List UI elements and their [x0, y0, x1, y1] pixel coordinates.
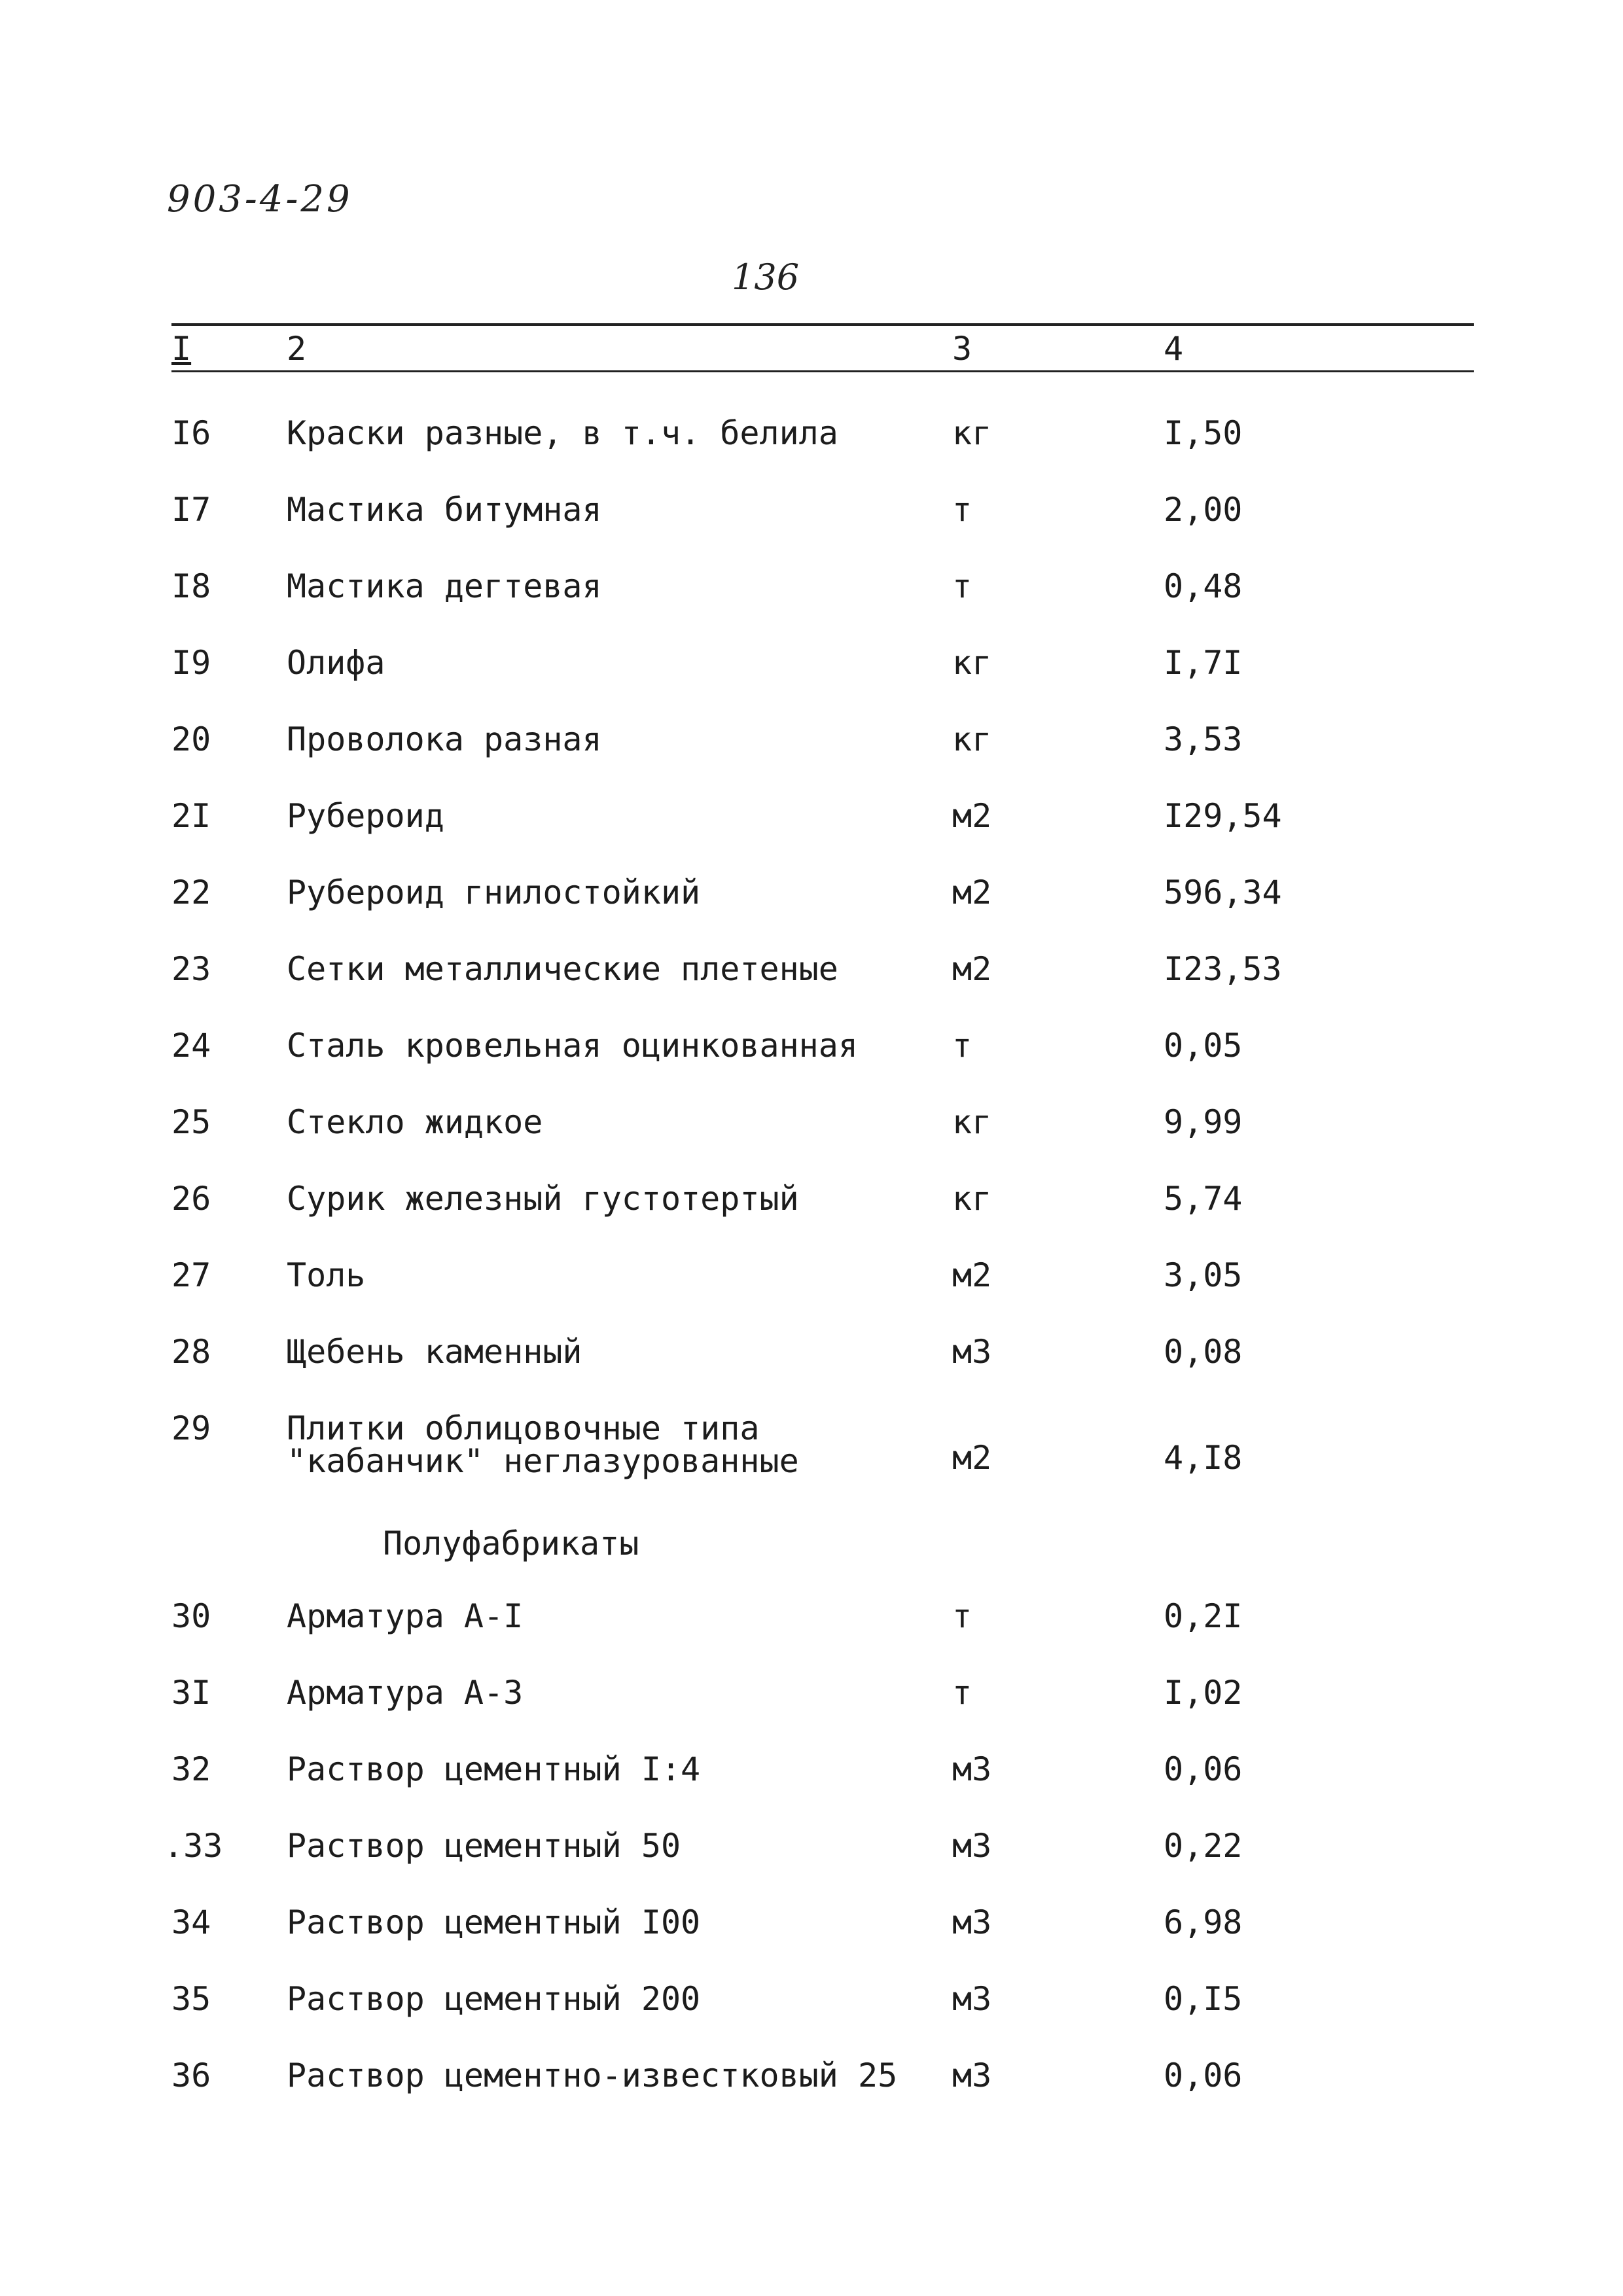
table-row	[0, 1335, 1623, 1407]
row-name: Краски разные, в т.ч. белила	[287, 414, 838, 452]
row-name: Олифа	[287, 644, 385, 682]
row-value: 5,74	[1164, 1180, 1243, 1218]
row-number: 22	[171, 874, 211, 911]
page-number: 136	[732, 256, 800, 298]
row-number: 34	[171, 1903, 211, 1941]
table-header-row	[0, 332, 1623, 404]
row-value: 3,05	[1164, 1256, 1243, 1294]
row-name: Проволока разная	[287, 720, 602, 758]
row-unit: м3	[952, 1827, 992, 1865]
row-unit: кг	[952, 1180, 992, 1218]
row-number: I8	[171, 567, 211, 605]
row-value: 0,I5	[1164, 1980, 1243, 2018]
table-row	[0, 646, 1623, 718]
row-unit: м2	[952, 874, 992, 911]
row-number: 36	[171, 2057, 211, 2094]
row-unit: т	[952, 567, 972, 605]
row-unit: т	[952, 1674, 972, 1712]
row-value: 3,53	[1164, 720, 1243, 758]
row-name: Раствор цементный 200	[287, 1980, 701, 2018]
row-value: 0,05	[1164, 1027, 1243, 1065]
row-name: Мастика дегтевая	[287, 567, 602, 605]
table-row	[0, 1182, 1623, 1254]
row-value: I,50	[1164, 414, 1243, 452]
table-row	[0, 1256, 1623, 1331]
row-number: 24	[171, 1027, 211, 1065]
row-name-line-1: Плитки облицовочные типа	[287, 1409, 760, 1447]
table-header-rule	[171, 370, 1474, 372]
table-row	[0, 1829, 1623, 1901]
row-number: 2I	[171, 797, 211, 835]
row-number: I9	[171, 644, 211, 682]
row-name: Раствор цементный I00	[287, 1903, 701, 1941]
row-name: Раствор цементный 50	[287, 1827, 681, 1865]
header-col-1: I	[171, 330, 192, 368]
row-unit: м3	[952, 2057, 992, 2094]
row-number: 27	[171, 1256, 211, 1294]
table-row	[0, 414, 1623, 489]
row-unit: м3	[952, 1980, 992, 2018]
row-number: 26	[171, 1180, 211, 1218]
row-name: Рубероид	[287, 797, 444, 835]
table-row	[0, 1409, 1623, 1491]
row-name: Раствор цементный I:4	[287, 1750, 701, 1788]
row-unit: м2	[952, 1256, 992, 1294]
row-unit: кг	[952, 644, 992, 682]
row-value: 0,06	[1164, 1750, 1243, 1788]
row-number: 25	[171, 1103, 211, 1141]
row-name: Раствор цементно-известковый 25	[287, 2057, 898, 2094]
row-unit: т	[952, 491, 972, 529]
document-code: 903-4-29	[167, 178, 353, 221]
table-row	[0, 876, 1623, 948]
table-row	[0, 797, 1623, 872]
row-value: I29,54	[1164, 797, 1282, 835]
row-name-line-2: "кабанчик" неглазурованные	[287, 1442, 799, 1480]
row-number: 20	[171, 720, 211, 758]
table-row	[0, 1676, 1623, 1748]
row-number: 32	[171, 1750, 211, 1788]
row-unit: м3	[952, 1903, 992, 1941]
row-name: Сетки металлические плетеные	[287, 950, 838, 988]
row-name: Щебень каменный	[287, 1333, 582, 1371]
header-col-2: 2	[287, 330, 307, 368]
row-value: 4,I8	[1164, 1439, 1243, 1477]
row-unit: м2	[952, 797, 992, 835]
row-value: 596,34	[1164, 874, 1282, 911]
table-row	[0, 1103, 1623, 1178]
row-value: 6,98	[1164, 1903, 1243, 1941]
row-value: I,7I	[1164, 644, 1243, 682]
table-row	[0, 1750, 1623, 1825]
section-title: Полуфабрикаты	[383, 1525, 639, 1563]
table-row	[0, 720, 1623, 795]
row-unit: т	[952, 1597, 972, 1635]
row-value: 9,99	[1164, 1103, 1243, 1141]
row-number: I7	[171, 491, 211, 529]
row-value: 0,22	[1164, 1827, 1243, 1865]
row-value: 2,00	[1164, 491, 1243, 529]
row-unit: м2	[952, 950, 992, 988]
row-unit: м3	[952, 1750, 992, 1788]
row-value: 0,2I	[1164, 1597, 1243, 1635]
row-unit: м3	[952, 1333, 992, 1371]
table-row	[0, 950, 1623, 1025]
row-value: 0,48	[1164, 567, 1243, 605]
row-name: Арматура А-3	[287, 1674, 524, 1712]
row-name: Сурик железный густотертый	[287, 1180, 799, 1218]
header-col-3: 3	[952, 330, 972, 368]
row-value: I23,53	[1164, 950, 1282, 988]
row-value: 0,08	[1164, 1333, 1243, 1371]
row-name: Рубероид гнилостойкий	[287, 874, 701, 911]
table-row	[0, 1597, 1623, 1672]
row-unit: м2	[952, 1439, 992, 1477]
table-row	[0, 1903, 1623, 1978]
row-name: Толь	[287, 1256, 366, 1294]
row-value: I,02	[1164, 1674, 1243, 1712]
row-number: 28	[171, 1333, 211, 1371]
row-name: Сталь кровельная оцинкованная	[287, 1027, 858, 1065]
row-number: .33	[164, 1827, 223, 1865]
table-top-rule	[171, 323, 1474, 326]
row-unit: кг	[952, 1103, 992, 1141]
row-number: 35	[171, 1980, 211, 2018]
table-row	[0, 493, 1623, 565]
row-number: 29	[171, 1409, 211, 1447]
row-number: 23	[171, 950, 211, 988]
row-number: 3I	[171, 1674, 211, 1712]
row-unit: кг	[952, 414, 992, 452]
table-row	[0, 2059, 1623, 2131]
row-number: I6	[171, 414, 211, 452]
table-row	[0, 567, 1623, 642]
table-row	[0, 1980, 1623, 2055]
row-name: Мастика битумная	[287, 491, 602, 529]
row-value: 0,06	[1164, 2057, 1243, 2094]
row-unit: кг	[952, 720, 992, 758]
header-col-4: 4	[1164, 330, 1184, 368]
table-row	[0, 1029, 1623, 1101]
row-number: 30	[171, 1597, 211, 1635]
row-name: Арматура А-I	[287, 1597, 524, 1635]
row-unit: т	[952, 1027, 972, 1065]
row-name: Стекло жидкое	[287, 1103, 543, 1141]
